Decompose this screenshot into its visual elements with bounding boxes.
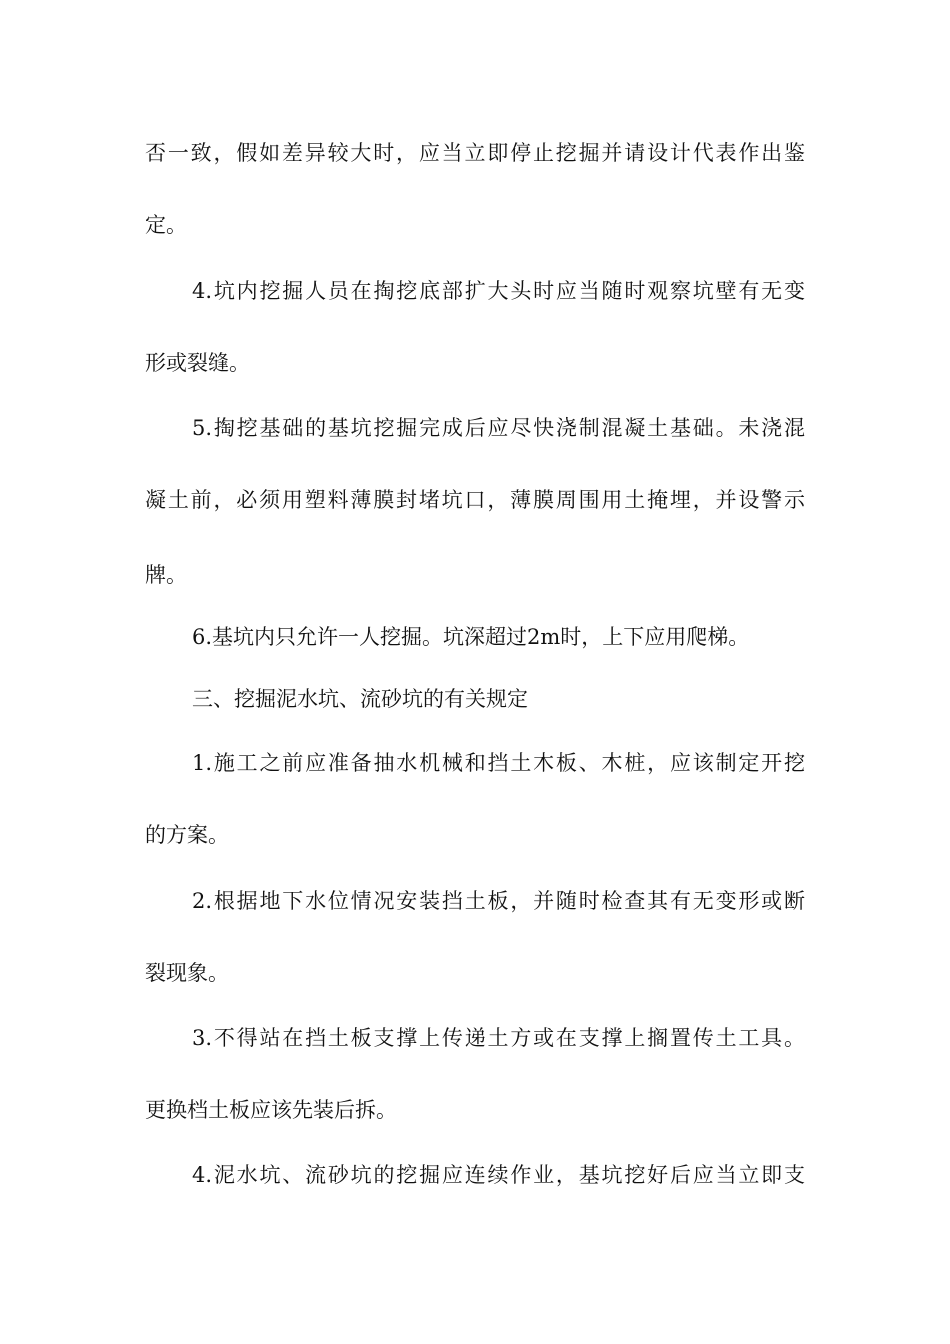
list-item-6-line: 6.基坑内只允许一人挖掘。坑深超过2m时，上下应用爬梯。 (192, 625, 750, 649)
list-item-1-line: 1.施工之前应准备抽水机械和挡土木板、木桩，应该制定开挖 (192, 751, 805, 775)
paragraph-line: 否一致，假如差异较大时，应当立即停止挖掘并请设计代表作出鉴 (145, 141, 805, 165)
paragraph-line: 凝土前，必须用塑料薄膜封堵坑口，薄膜周围用土掩埋，并设警示 (145, 488, 805, 512)
paragraph-line: 更换档土板应该先装后拆。 (145, 1098, 397, 1122)
paragraph-line: 定。 (145, 213, 187, 237)
list-item-3-line: 3.不得站在挡土板支撑上传递土方或在支撑上搁置传土工具。 (192, 1026, 805, 1050)
paragraph-line: 的方案。 (145, 823, 229, 847)
list-item-4b-line: 4.泥水坑、流砂坑的挖掘应连续作业，基坑挖好后应当立即支 (192, 1163, 805, 1187)
list-item-5-line: 5.掏挖基础的基坑挖掘完成后应尽快浇制混凝土基础。未浇混 (192, 416, 805, 440)
list-item-2-line: 2.根据地下水位情况安装挡土板，并随时检查其有无变形或断 (192, 889, 805, 913)
list-item-4-line: 4.坑内挖掘人员在掏挖底部扩大头时应当随时观察坑壁有无变 (192, 279, 805, 303)
paragraph-line: 形或裂缝。 (145, 351, 250, 375)
paragraph-line: 裂现象。 (145, 961, 229, 985)
paragraph-line: 牌。 (145, 563, 187, 587)
section-heading: 三、挖掘泥水坑、流砂坑的有关规定 (192, 687, 528, 711)
